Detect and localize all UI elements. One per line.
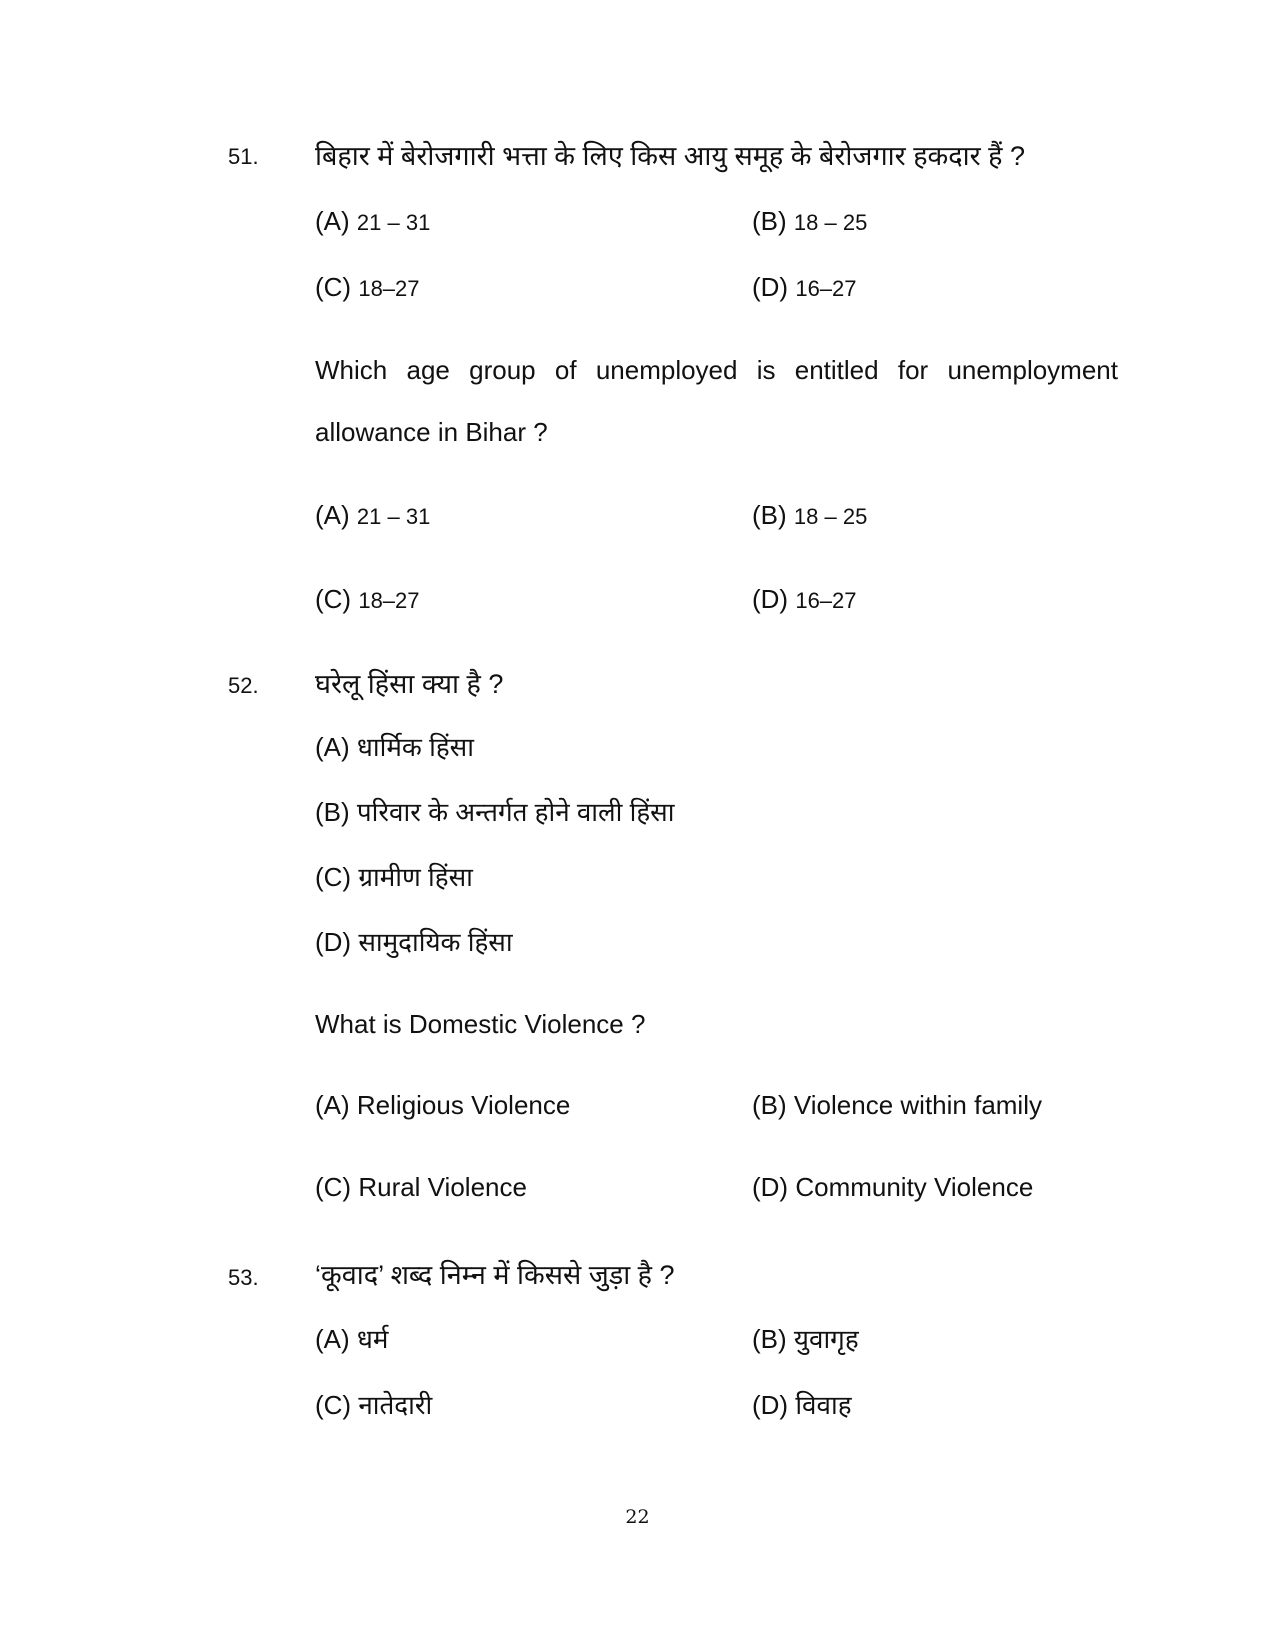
question-number-51: 51. [228, 144, 259, 169]
option-letter: (B) [752, 500, 787, 530]
option-letter: (A) [315, 1090, 350, 1120]
question-51-hindi-stem: बिहार में बेरोजगारी भत्ता के लिए किस आयु समूह के बेरोजगार हकदार हैं ? [315, 141, 1025, 171]
option-letter: (A) [315, 206, 350, 236]
q52-en-option-b [752, 1090, 1042, 1121]
question-51-english-stem-line-1: Which age group of unemployed is entitled for unemployment [315, 355, 1118, 385]
option-text: Community Violence [795, 1172, 1034, 1202]
option-letter: (A) [315, 1324, 350, 1354]
option-letter: (C) [315, 1172, 352, 1202]
question-52-hindi-stem: घरेलू हिंसा क्या है ? [315, 669, 504, 699]
option-text: 16–27 [795, 588, 857, 613]
option-letter: (D) [752, 1172, 789, 1202]
option-letter: (C) [315, 584, 352, 614]
option-letter: (A) [315, 732, 350, 762]
question-51-english-stem-line-2: allowance in Bihar ? [315, 417, 548, 447]
q51-hi-option-d [752, 272, 857, 303]
q53-hi-option-c [315, 1386, 432, 1422]
option-text: धार्मिक हिंसा [356, 732, 474, 762]
option-text: परिवार के अन्तर्गत होने वाली हिंसा [356, 797, 675, 827]
option-letter: (D) [752, 584, 789, 614]
q52-en-option-c [315, 1172, 527, 1203]
q53-hi-option-d [752, 1386, 852, 1422]
option-text: 18 – 25 [793, 504, 868, 529]
question-52-english-stem: What is Domestic Violence ? [315, 1009, 646, 1039]
option-text: 21 – 31 [356, 210, 431, 235]
q51-en-option-d [752, 584, 857, 615]
q53-hi-option-a [315, 1320, 388, 1356]
option-text: Rural Violence [358, 1172, 527, 1202]
option-letter: (B) [752, 206, 787, 236]
q51-en-option-b [752, 500, 867, 531]
q51-hi-option-a [315, 206, 430, 237]
question-number-52: 52. [228, 673, 259, 698]
question-number-53: 53. [228, 1265, 259, 1290]
page-number: 22 [625, 1506, 650, 1528]
q51-en-option-a [315, 500, 430, 531]
q52-hi-option-a [315, 728, 474, 764]
option-letter: (D) [315, 927, 352, 957]
option-text: विवाह [795, 1390, 852, 1420]
option-text: Violence within family [793, 1090, 1042, 1120]
q52-hi-option-c [315, 858, 473, 894]
q52-hi-option-d [315, 923, 513, 959]
option-text: सामुदायिक हिंसा [358, 927, 513, 957]
question-53-hindi-stem: ‘कूवाद’ शब्द निम्न में किससे जुड़ा है ? [315, 1260, 675, 1290]
q53-hi-option-b [752, 1320, 859, 1356]
option-text: 21 – 31 [356, 504, 431, 529]
option-letter: (C) [315, 272, 352, 302]
q51-en-option-c [315, 584, 420, 615]
option-text: 18–27 [358, 588, 420, 613]
option-text: 16–27 [795, 276, 857, 301]
option-letter: (B) [315, 797, 350, 827]
q51-hi-option-b [752, 206, 867, 237]
option-text: Religious Violence [356, 1090, 571, 1120]
option-text: धर्म [356, 1324, 389, 1354]
q52-en-option-d [752, 1172, 1033, 1203]
option-letter: (B) [752, 1324, 787, 1354]
option-text: 18–27 [358, 276, 420, 301]
option-letter: (A) [315, 500, 350, 530]
option-letter: (C) [315, 862, 352, 892]
option-letter: (D) [752, 272, 789, 302]
option-letter: (D) [752, 1390, 789, 1420]
q51-hi-option-c [315, 272, 420, 303]
option-text: 18 – 25 [793, 210, 868, 235]
option-text: ग्रामीण हिंसा [358, 862, 473, 892]
option-letter: (B) [752, 1090, 787, 1120]
option-letter: (C) [315, 1390, 352, 1420]
q52-en-option-a [315, 1090, 570, 1121]
option-text: नातेदारी [358, 1390, 433, 1420]
option-text: युवागृह [793, 1324, 859, 1354]
q52-hi-option-b [315, 793, 674, 829]
